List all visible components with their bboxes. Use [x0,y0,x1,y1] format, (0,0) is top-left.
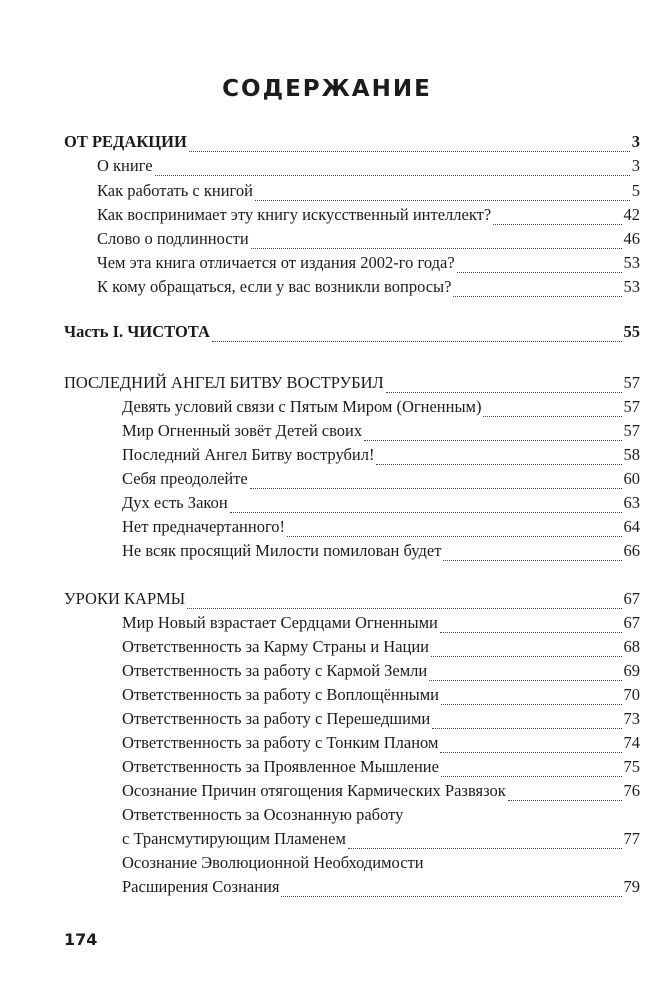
toc-entry[interactable] [122,877,640,897]
toc-entry-page: 68 [623,637,640,656]
toc-entry-part-1[interactable] [64,322,640,342]
dot-leader [255,185,630,201]
toc-entry[interactable] [122,445,640,465]
toc-entry-title: Расширения Сознания [122,877,280,896]
toc-entry-page: 60 [623,469,640,488]
dot-leader [287,521,621,537]
toc-entry-title: Ответственность за Карму Страны и Нации [122,637,430,656]
toc-entry-page: 46 [623,229,640,248]
toc-entry-page: 79 [623,877,640,896]
dot-leader [457,257,622,273]
toc-entry-title: Часть I. ЧИСТОТА [64,322,210,341]
dot-leader [187,593,621,609]
dot-leader [508,785,622,801]
dot-leader [386,377,622,393]
toc-entry-page: 57 [623,397,640,416]
dot-leader [432,713,621,729]
toc-entry[interactable] [122,541,640,561]
toc-entry-page: 57 [623,373,640,392]
toc-entry-page: 66 [623,541,640,560]
toc-entry-page: 76 [623,781,640,800]
toc-entry-title: Чем эта книга отличается от издания 2002-го года? [97,253,455,272]
dot-leader [376,449,621,465]
toc-entry-page: 3 [631,132,640,151]
toc-entry[interactable] [122,733,640,753]
toc-entry-title: Как работать с книгой [97,181,253,200]
toc-entry-title: О книге [97,156,153,175]
toc-entry[interactable] [122,397,640,417]
dot-leader [441,761,622,777]
toc-entry-page: 73 [623,709,640,728]
toc-entry-title: Слово о подлинности [97,229,249,248]
toc-entry-title: Мир Огненный зовёт Детей своих [122,421,363,440]
toc-entry-title: Дух есть Закон [122,493,228,512]
toc-entry-page: 67 [623,589,640,608]
toc-entry-title: Себя преодолейте [122,469,248,488]
toc-entry-title: Ответственность за работу с Перешедшими [122,709,431,728]
toc-entry-page: 57 [623,421,640,440]
toc-entry-title: ПОСЛЕДНИЙ АНГЕЛ БИТВУ ВОСТРУБИЛ [64,373,384,392]
dot-leader [440,617,622,633]
toc-entry[interactable] [122,613,640,633]
toc-entry-title-line1: Осознание Эволюционной Необходимости [122,853,424,872]
toc-entry-page: 67 [623,613,640,632]
dot-leader [441,689,621,705]
toc-entry[interactable] [122,781,640,801]
toc-entry[interactable] [122,469,640,489]
toc-entry[interactable] [97,156,640,176]
toc-entry-title: Последний Ангел Битву вострубил! [122,445,375,464]
dot-leader [348,833,622,849]
toc-entry-page: 75 [623,757,640,776]
dot-leader [443,545,621,561]
toc-entry-title: Мир Новый взрастает Сердцами Огненными [122,613,438,632]
toc-entry-page: 63 [623,493,640,512]
toc-entry[interactable] [97,205,640,225]
dot-leader [431,641,621,657]
toc-entry-title: Девять условий связи с Пятым Миром (Огненным) [122,397,482,416]
dot-leader [189,136,630,152]
dot-leader [453,281,621,297]
toc-entry[interactable] [122,709,640,729]
toc-entry-page: 53 [623,253,640,272]
toc-entry[interactable] [122,829,640,849]
dot-leader [364,425,621,441]
toc-entry-title: Ответственность за работу с Кармой Земли [122,661,428,680]
page-title: СОДЕРЖАНИЕ [222,76,432,102]
toc-entry[interactable] [122,493,640,513]
toc-entry-title: Ответственность за работу с Тонким Планом [122,733,439,752]
toc-entry-page: 64 [623,517,640,536]
toc-entry[interactable] [122,661,640,681]
toc-entry-title: Ответственность за работу с Воплощёнными [122,685,440,704]
dot-leader [212,326,622,342]
toc-entry-page: 58 [623,445,640,464]
toc-entry-page: 3 [631,156,640,175]
toc-entry-page: 55 [623,322,640,341]
toc-entry[interactable] [97,229,640,249]
toc-entry[interactable] [97,277,640,297]
toc-entry[interactable] [122,685,640,705]
toc-entry-page: 74 [623,733,640,752]
toc-entry-title: ОТ РЕДАКЦИИ [64,132,187,151]
toc-entry-section[interactable] [64,589,640,609]
dot-leader [281,881,621,897]
toc-entry-title: К кому обращаться, если у вас возникли вопросы? [97,277,452,296]
toc-entry-page: 77 [623,829,640,848]
toc-entry-title: Осознание Причин отягощения Кармических Развязок [122,781,506,800]
dot-leader [493,209,621,225]
dot-leader [230,497,622,513]
page-number: 174 [64,930,98,949]
toc-entry-page: 42 [623,205,640,224]
toc-entry[interactable] [122,637,640,657]
toc-entry-page: 70 [623,685,640,704]
toc-entry-page: 69 [623,661,640,680]
toc-entry-page: 53 [623,277,640,296]
dot-leader [250,473,622,489]
toc-entry-title: Нет предначертанного! [122,517,286,536]
dot-leader [440,737,621,753]
toc-entry-page: 5 [631,181,640,200]
dot-leader [155,160,630,176]
toc-entry-editorial[interactable] [64,132,640,152]
toc-entry[interactable] [122,757,640,777]
dot-leader [429,665,621,681]
toc-entry-title: с Трансмутирующим Пламенем [122,829,346,848]
dot-leader [251,233,622,249]
toc-entry-title: УРОКИ КАРМЫ [64,589,186,608]
toc-entry-title-line1: Ответственность за Осознанную работу [122,805,404,824]
toc-entry-title: Как воспринимает эту книгу искусственный интеллект? [97,205,492,224]
toc-entry-section[interactable] [64,373,640,393]
toc-entry-title: Не всяк просящий Милости помилован будет [122,541,442,560]
toc-entry[interactable] [122,517,640,537]
toc-entry[interactable] [97,181,640,201]
toc-entry[interactable] [97,253,640,273]
toc-entry-title: Ответственность за Проявленное Мышление [122,757,439,776]
toc-entry[interactable] [122,421,640,441]
dot-leader [483,401,621,417]
